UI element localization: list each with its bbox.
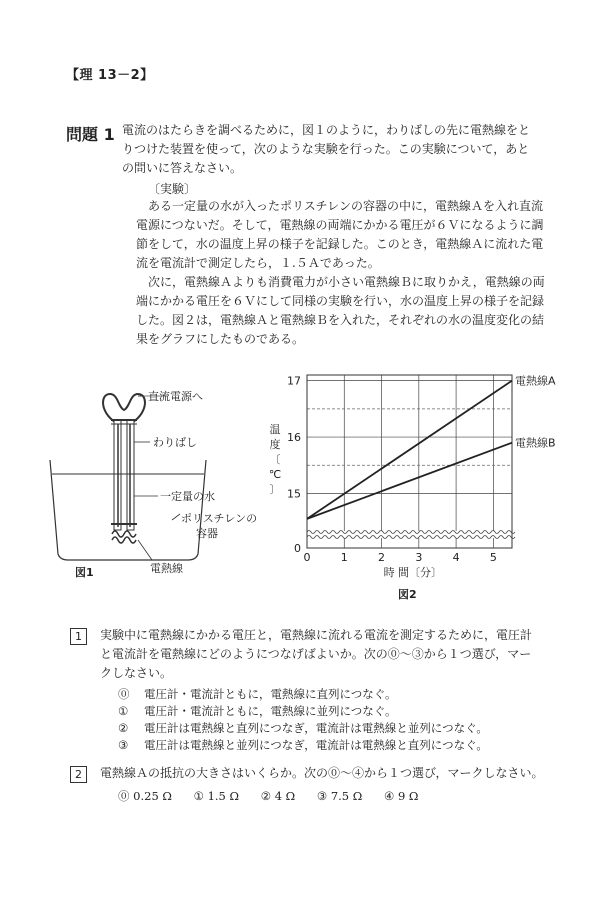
option-item[interactable] [317,789,362,803]
y-axis-label: ℃ [268,468,282,481]
fig1-label-wire: 電熱線 [150,562,183,575]
series-line [307,443,512,519]
option-text: 7.5 Ω [330,789,363,803]
series-label: 電熱線B [515,436,556,450]
option-item[interactable] [118,703,488,720]
option-text: 電圧計・電流計ともに，電熱線に直列につなぐ。 [144,687,397,701]
y-axis-label: 〕 [269,483,281,496]
option-text: 4 Ω [274,789,296,803]
option-mark: ① [118,704,129,718]
fig1-label-container: ポリスチレンの [181,512,258,525]
subquestion-line: 実験中に電熱線にかかる電圧と，電熱線に流れる電流を測定するために，電圧計 [100,628,533,642]
intro-line: の問いに答えなさい。 [122,161,243,175]
option-mark: ④ [383,789,395,803]
subquestion-2-options [118,788,418,804]
option-mark: ③ [118,738,129,752]
option-text: 0.25 Ω [133,789,172,803]
series-label: 電熱線A [515,374,556,388]
subquestion-1-text [100,626,550,683]
question-number: 問題 1 [66,125,115,144]
y-axis-label: 温 [269,423,281,436]
axis-break [308,531,511,538]
y-tick-label: 17 [287,374,301,388]
y-tick-label: 0 [294,542,301,555]
option-item[interactable] [118,789,172,803]
experiment-text [136,197,552,349]
option-item[interactable] [194,789,239,803]
option-text: 電圧計は電熱線と直列につなぎ，電流計は電熱線と並列につなぐ。 [144,721,488,735]
option-item[interactable] [118,720,488,737]
x-tick-label: 2 [378,551,386,564]
figure2-caption: 図2 [398,588,417,601]
option-text: 1.5 Ω [207,789,240,803]
figure1-apparatus [40,382,280,582]
experiment-paragraph: ある一定量の水が入ったポリスチレンの容器の中に，電熱線Ａを入れ直流電源につないだ。そして，電熱線の両端にかかる電圧が６Ｖになるように調節をして，水の温度上昇の様子を記録した。このとき，電熱線Ａに流れた電流を電流計で測定したら，１.５Ａであった。 [136,199,544,270]
option-mark: ⓪ [118,687,130,701]
experiment-label: 〔実験〕 [148,182,197,196]
x-tick-label: 3 [415,551,423,564]
y-axis-label: 度 [269,438,281,451]
x-axis-label: 時 間〔分〕 [383,566,443,579]
option-mark: ② [260,789,272,803]
intro-line: りつけた装置を使って，次のような実験を行った。この実験について，あと [122,142,530,156]
figure1-caption: 図1 [75,566,94,579]
option-item[interactable] [118,737,488,754]
subquestion-2-text: 電熱線Ａの抵抗の大きさはいくらか。次の⓪～④から１つ選び，マークしなさい。 [100,766,544,780]
subquestion-1-options [118,686,488,754]
option-text: 9 Ω [397,789,419,803]
y-tick-label: 15 [287,487,301,501]
fig1-label-chopsticks: わりばし [153,436,197,449]
x-tick-label: 0 [303,551,311,564]
intro-line: 電流のはたらきを調べるために，図１のように，わりばしの先に電熱線をと [122,123,531,137]
y-tick-label: 16 [287,431,301,445]
option-text: 電圧計は電熱線と並列につなぎ，電流計は電熱線と直列につなぐ。 [144,738,488,752]
subquestion-line: と電流計を電熱線にどのようにつなげばよいか。次の⓪～③から１つ選び，マー [100,647,532,661]
option-mark: ① [193,789,204,803]
subquestion-line: クしなさい。 [100,666,173,680]
fig1-label-container: 容器 [196,527,218,540]
x-tick-label: 5 [489,551,497,564]
option-item[interactable] [118,686,488,703]
subquestion-number: 1 [70,628,87,645]
page-header: 【理 13－2】 [66,68,154,83]
x-tick-label: 4 [452,551,460,564]
option-text: 電圧計・電流計ともに，電熱線に並列につなぐ。 [144,704,397,718]
x-tick-label: 1 [340,551,348,564]
fig1-label-power: 直流電源へ [148,390,203,403]
series-line [307,381,512,519]
question-intro [122,121,552,178]
option-mark: ② [118,721,129,735]
fig1-label-water: 一定量の水 [160,490,215,503]
option-mark: ⓪ [118,789,130,803]
figure2-chart [255,355,575,605]
option-item[interactable] [261,789,295,803]
subquestion-number: 2 [70,766,87,783]
option-item[interactable] [384,789,418,803]
experiment-paragraph: 次に，電熱線Ａよりも消費電力が小さい電熱線Ｂに取りかえ，電熱線の両端にかかる電圧を６Ｖにして同様の実験を行い，水の温度上昇の様子を記録した。図２は，電熱線Ａと電熱線Ｂを入れた，それぞれの水の温度変化の結果をグラフにしたものである。 [136,275,545,346]
option-mark: ③ [316,789,328,803]
y-axis-label: 〔 [269,453,281,466]
